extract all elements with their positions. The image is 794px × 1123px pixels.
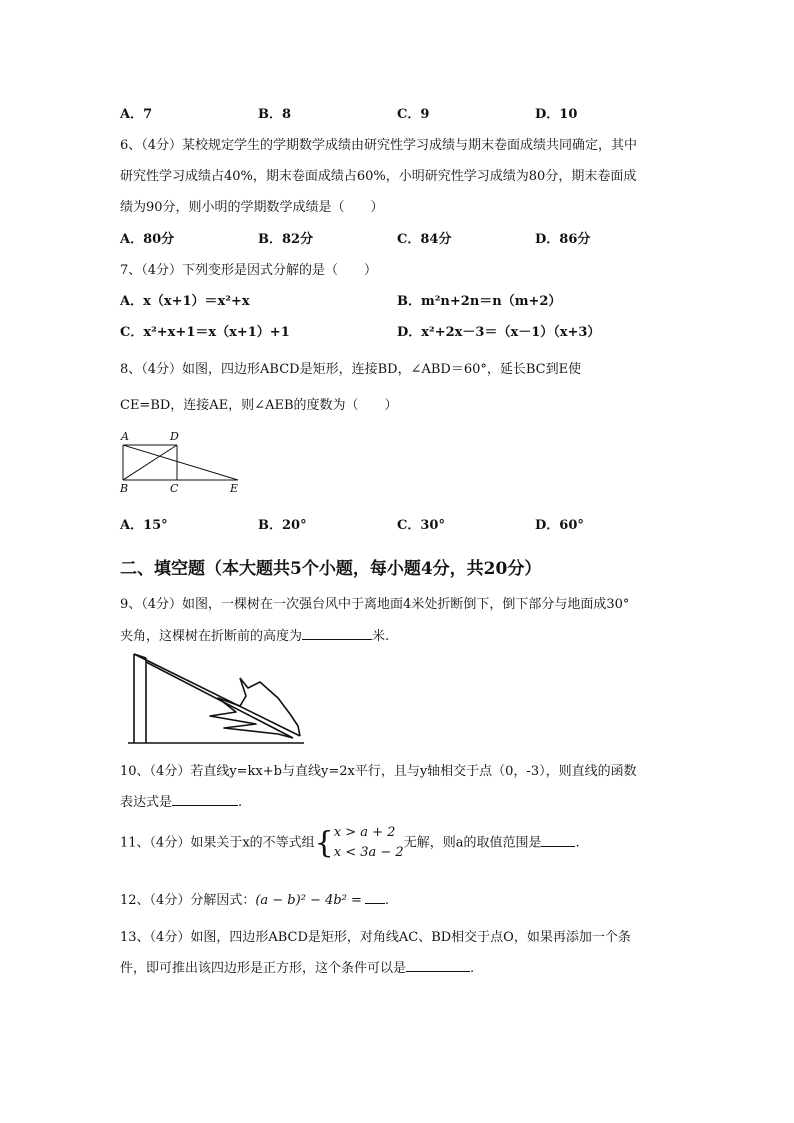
q13-line-2 bbox=[120, 957, 474, 976]
q9-line-2-end: 米. bbox=[372, 629, 390, 644]
q13-answer-blank[interactable] bbox=[406, 959, 470, 972]
q10-line-2-end: . bbox=[238, 795, 243, 810]
q8-figure-rectangle bbox=[115, 428, 250, 496]
q11-brace: { bbox=[314, 825, 334, 861]
q10-line-2-text: 表达式是 bbox=[120, 795, 173, 810]
q10-line-2 bbox=[120, 791, 242, 810]
q6-option-c[interactable]: C．84分 bbox=[397, 232, 452, 247]
q8-option-d[interactable]: D．60° bbox=[535, 518, 584, 533]
q7-option-d[interactable]: D．x²+2x－3＝（x－1）（x+3） bbox=[397, 325, 601, 340]
q11-system-line-1: x > a + 2 bbox=[333, 825, 396, 840]
q8-label-d: D bbox=[170, 430, 179, 443]
q8-label-e: E bbox=[230, 482, 239, 495]
q9-answer-blank[interactable] bbox=[302, 627, 372, 640]
q8-line-1: 8、（4分）如图，四边形ABCD是矩形，连接BD，∠ABD＝60°，延长BC到E使 bbox=[120, 362, 582, 377]
q8-label-c: C bbox=[170, 482, 179, 495]
q6-line-2: 研究性学习成绩占40%，期末卷面成绩占60%，小明研究性学习成绩为80分，期末卷面成 bbox=[120, 169, 637, 184]
question-12 bbox=[120, 889, 389, 908]
q8-option-b[interactable]: B．20° bbox=[258, 518, 307, 533]
q10-answer-blank[interactable] bbox=[172, 793, 238, 806]
q12-prefix: 12、（4分）分解因式： bbox=[120, 893, 256, 908]
q8-label-a: A bbox=[121, 430, 129, 443]
q6-option-d[interactable]: D．86分 bbox=[535, 232, 591, 247]
q6-option-b[interactable]: B．82分 bbox=[258, 232, 314, 247]
q11-system-line-2: x < 3a − 2 bbox=[333, 845, 404, 860]
q7-option-c[interactable]: C．x²+x+1＝x（x+1）+1 bbox=[120, 325, 290, 340]
q11-suffix: 无解，则a的取值范围是 bbox=[403, 835, 542, 851]
q5-option-a[interactable]: A．7 bbox=[120, 107, 153, 122]
q8-option-a[interactable]: A．15° bbox=[120, 518, 168, 533]
section-2-title: 二、填空题（本大题共5个小题，每小题4分，共20分） bbox=[120, 559, 542, 579]
question-11 bbox=[120, 823, 580, 863]
q7-option-a[interactable]: A．x（x+1）＝x²+x bbox=[120, 294, 250, 309]
q12-answer-blank[interactable] bbox=[365, 891, 385, 904]
q5-option-c[interactable]: C．9 bbox=[397, 107, 430, 122]
q10-line-1: 10、（4分）若直线y=kx+b与直线y=2x平行，且与y轴相交于点（0，-3），则直线的函数 bbox=[120, 764, 637, 779]
q9-figure-tree bbox=[128, 648, 308, 746]
q11-answer-blank[interactable] bbox=[541, 834, 575, 847]
q12-expression: (a − b)² − 4b² = bbox=[255, 893, 362, 908]
q13-line-2-end: . bbox=[470, 961, 475, 976]
q6-line-3: 绩为90分，则小明的学期数学成绩是（ ） bbox=[120, 200, 384, 215]
q8-label-b: B bbox=[120, 482, 129, 495]
q12-end: . bbox=[384, 893, 390, 908]
q6-line-1: 6、（4分）某校规定学生的学期数学成绩由研究性学习成绩与期末卷面成绩共同确定，其中 bbox=[120, 138, 638, 153]
q11-end: . bbox=[575, 835, 580, 851]
q11-prefix: 11、（4分）如果关于x的不等式组 bbox=[120, 835, 315, 851]
q9-line-2 bbox=[120, 625, 389, 644]
q7-option-b[interactable]: B．m²n+2n＝n（m+2） bbox=[397, 294, 562, 309]
q5-option-b[interactable]: B．8 bbox=[258, 107, 292, 122]
q8-option-c[interactable]: C．30° bbox=[397, 518, 445, 533]
q5-option-d[interactable]: D．10 bbox=[535, 107, 578, 122]
q9-line-1: 9、（4分）如图，一棵树在一次强台风中于离地面4米处折断倒下，倒下部分与地面成30° bbox=[120, 597, 630, 612]
q13-line-2-text: 件，即可推出该四边形是正方形，这个条件可以是 bbox=[120, 961, 407, 976]
q7-stem: 7、（4分）下列变形是因式分解的是（ ） bbox=[120, 263, 378, 278]
q11-system bbox=[334, 823, 404, 863]
q6-option-a[interactable]: A．80分 bbox=[120, 232, 175, 247]
q13-line-1: 13、（4分）如图，四边形ABCD是矩形，对角线AC、BD相交于点O，如果再添加一个条 bbox=[120, 930, 631, 945]
q8-line-2: CE=BD，连接AE，则∠AEB的度数为（ ） bbox=[120, 398, 398, 413]
q9-line-2-text: 夹角，这棵树在折断前的高度为 bbox=[120, 629, 303, 644]
